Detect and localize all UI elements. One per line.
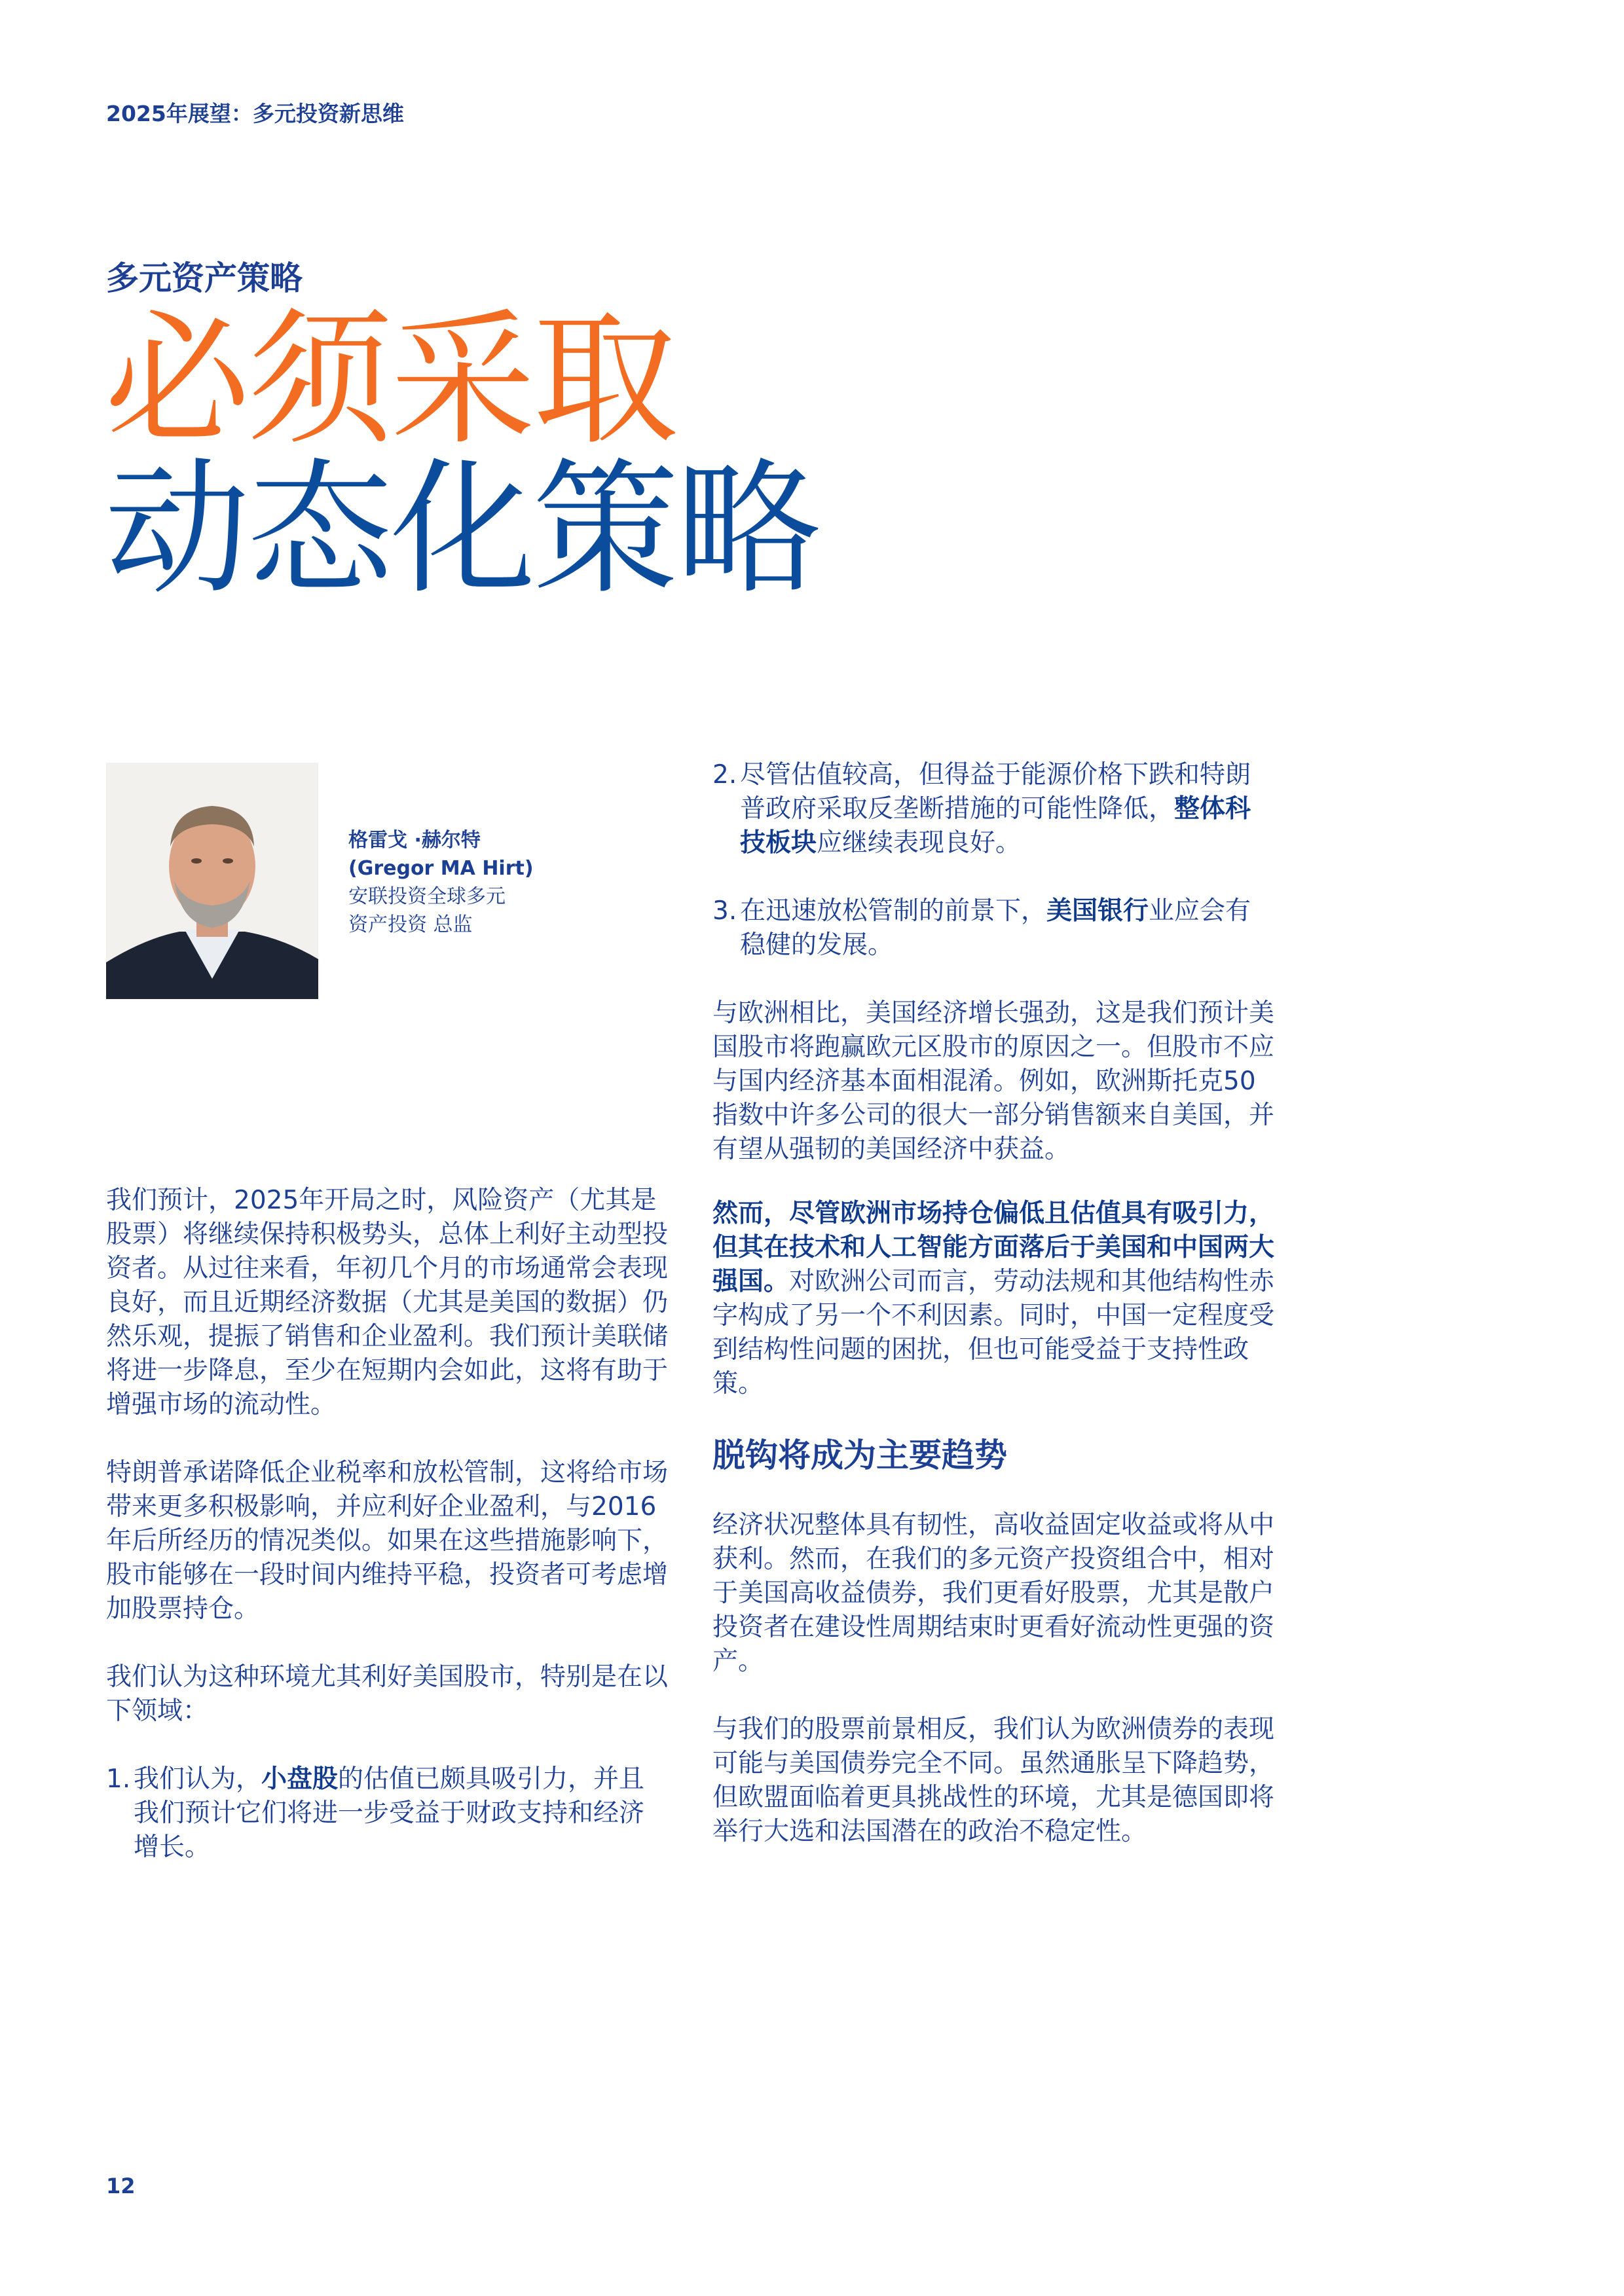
right-column: [712, 758, 1276, 1849]
paragraph-outlook: 我们预计，2025年开局之时，风险资产（尤其是股票）将继续保持积极势头，总体上利好主动型投资者。从过往来看，年初几个月的市场通常会表现良好，而且近期经济数据（尤其是美国的数据）仍然乐观，提振了销售和企业盈利。我们预计美联储将进一步降息，至少在短期内会如此，这将有助于增强市场的流动性。: [106, 1186, 669, 1419]
list-item-tech: [712, 758, 1276, 860]
headline-line-2: 动态化策略: [105, 445, 819, 614]
author-name-en: (Gregor MA Hirt): [348, 857, 534, 880]
page-number: 12: [106, 2174, 136, 2198]
list-text-highlight: 小盘股: [261, 1764, 339, 1794]
paragraph-high-yield: 经济状况整体具有韧性，高收益固定收益或将从中获利。然而，在我们的多元资产投资组合中，相对于美国高收益债券，我们更看好股票，尤其是散户投资者在建设性周期结束时更看好流动性更强的资产。: [712, 1510, 1275, 1676]
author-title-line-1: 安联投资全球多元: [348, 885, 506, 908]
left-column: [106, 1184, 669, 1865]
headline-line-1: 必须采取: [105, 296, 676, 465]
author-title-line-2: 资产投资 总监: [348, 913, 473, 936]
list-text-pre: 在迅速放松管制的前景下，: [740, 896, 1047, 926]
paragraph-highlight: 然而，尽管欧洲市场持仓偏低且估值具有吸引力，但其在技术和人工智能方面落后于美国和中国两大强国。: [712, 1199, 1275, 1296]
paragraph-europe-bonds: 与我们的股票前景相反，我们认为欧洲债券的表现可能与美国债券完全不同。虽然通胀呈下降趋势，但欧盟面临着更具挑战性的环境，尤其是德国即将举行大选和法国潜在的政治不稳定性。: [712, 1715, 1275, 1846]
paragraph-trump-policy: 特朗普承诺降低企业税率和放松管制，这将给市场带来更多积极影响，并应利好企业盈利，与2016年后所经历的情况类似。如果在这些措施影响下，股市能够在一段时间内维持平稳，投资者可考虑增加股票持仓。: [106, 1458, 669, 1624]
paragraph-rest: 对欧洲公司而言，劳动法规和其他结构性赤字构成了另一个不利因素。同时，中国一定程度受到结构性问题的困扰，但也可能受益于支持性政策。: [712, 1267, 1275, 1398]
list-text-post: 业应会有稳健的发展。: [740, 896, 1251, 960]
author-block: [348, 826, 534, 939]
list-text: [740, 894, 1276, 962]
paragraph-europe-lagging: [712, 1197, 1276, 1401]
running-header: 2025年展望：多元投资新思维: [106, 101, 404, 126]
list-number: 1.: [106, 1764, 131, 1794]
list-text-highlight: 美国银行: [1046, 896, 1149, 926]
list-text-pre: 我们认为，: [134, 1764, 262, 1794]
list-text-pre: 尽管估值较高，但得益于能源价格下跌和特朗普政府采取反垄断措施的可能性降低，: [740, 760, 1251, 824]
author-photo: [106, 763, 318, 999]
paragraph-us-equities: 我们认为这种环境尤其利好美国股市，特别是在以下领域：: [106, 1662, 669, 1726]
subheading-decoupling: 脱钩将成为主要趋势: [712, 1436, 1007, 1474]
list-text: [134, 1762, 669, 1865]
list-text-highlight: 整体科技板块: [740, 794, 1251, 858]
list-text: [740, 758, 1276, 860]
list-number: 2.: [712, 760, 737, 790]
list-text-post: 的估值已颇具吸引力，并且我们预计它们将进一步受益于财政支持和经济增长。: [134, 1764, 645, 1862]
list-item-banks: [712, 894, 1276, 962]
paragraph-europe-vs-us: 与欧洲相比，美国经济增长强劲，这是我们预计美国股市将跑赢欧元区股市的原因之一。但股市不应与国内经济基本面相混淆。例如，欧洲斯托克50指数中许多公司的很大一部分销售额来自美国，并有望从强韧的美国经济中获益。: [712, 998, 1275, 1164]
section-kicker: 多元资产策略: [106, 259, 303, 297]
author-name-cn: 格雷戈 ·赫尔特: [348, 829, 481, 852]
list-item-small-caps: [106, 1762, 669, 1865]
list-number: 3.: [712, 896, 737, 926]
list-text-post: 应继续表现良好。: [817, 828, 1022, 858]
